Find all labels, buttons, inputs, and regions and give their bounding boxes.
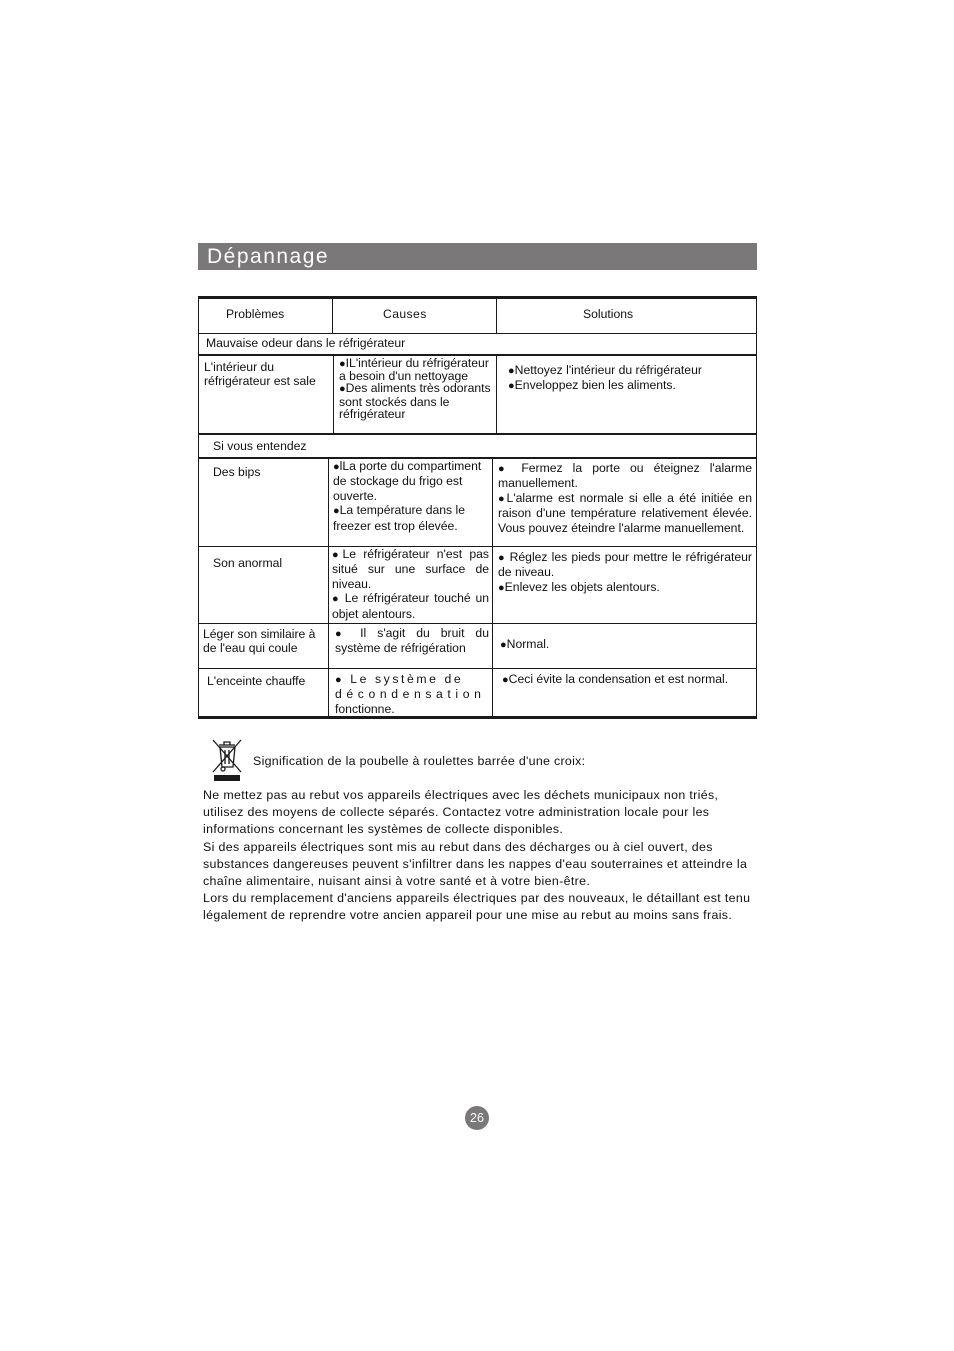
weee-paragraph: Ne mettez pas au rebut vos appareils électriques avec les déchets municipaux non triés, utilisez des moyens de collecte séparés. Contactez votre administration locale pour les informations concernant les systèmes de collecte disponibles. xyxy=(203,788,719,837)
solution-list xyxy=(498,461,752,535)
header-problems: Problèmes xyxy=(226,307,285,321)
solution-text: Normal. xyxy=(506,637,550,651)
problem-abnormal-sound: Son anormal xyxy=(213,556,283,570)
troubleshooting-table xyxy=(198,296,757,719)
crossed-out-wheelie-bin-icon xyxy=(211,738,243,782)
page-number: 26 xyxy=(465,1106,489,1130)
cause-text: La température dans le freezer est trop élevée. xyxy=(333,503,465,533)
bullet-icon xyxy=(498,461,511,475)
cause-list xyxy=(335,672,489,716)
problem-beeps: Des bips xyxy=(213,465,261,479)
section-if-you-hear: Si vous entendez xyxy=(213,439,307,453)
row-rule xyxy=(198,333,757,334)
table-right-rule xyxy=(756,296,757,719)
bullet-icon xyxy=(339,356,346,370)
cause-text: décondensation xyxy=(335,687,486,702)
cause-text: lLa porte du compartiment de stockage du frigo est ouverte. xyxy=(333,459,482,503)
bullet-icon xyxy=(502,672,509,686)
solution-list xyxy=(498,550,752,595)
solution-text: Enveloppez bien les aliments. xyxy=(514,378,676,393)
bullet-icon xyxy=(332,591,340,605)
table-top-rule xyxy=(198,296,757,299)
weee-paragraph: Si des appareils électriques sont mis au rebut dans des décharges ou à ciel ouvert, des substances dangereuses peuvent s'infiltrer dans les nappes d'eau souterraines et atteindre la chaîne alimentaire, nuisant ainsi à votre santé et à votre bien-être. xyxy=(203,839,748,889)
problem-enclosure-heats: L'enceinte chauffe xyxy=(207,674,306,688)
solution-list xyxy=(500,637,752,652)
solution-list xyxy=(502,672,754,687)
solution-text: Nettoyez l'intérieur du réfrigérateur xyxy=(514,363,702,377)
bullet-icon xyxy=(498,491,507,505)
weee-caption: Signification de la poubelle à roulettes barrée d'une croix: xyxy=(253,754,586,768)
weee-paragraph: Lors du remplacement d'anciens appareils électriques par des nouveaux, le détaillant est tenu légalement de reprendre votre ancien appareil pour une mise au rebut au moins sans frais. xyxy=(203,891,751,923)
problem-water-sound: Léger son similaire à de l'eau qui coule xyxy=(203,627,316,656)
bullet-icon xyxy=(508,378,515,392)
bullet-icon xyxy=(508,363,515,377)
bullet-icon xyxy=(333,459,340,473)
cause-text: Le système de xyxy=(344,672,464,686)
solution-text: Fermez la porte ou éteignez l'alarme manuellement. xyxy=(498,461,752,491)
solution-text: Réglez les pieds pour mettre le réfrigérateur de niveau. xyxy=(498,550,752,580)
solution-list xyxy=(508,363,754,394)
cause-text: IL'intérieur du réfrigérateur a besoin d'un nettoyage xyxy=(339,356,489,384)
cause-list xyxy=(332,547,489,621)
col-rule xyxy=(496,356,497,433)
cause-text: Le réfrigérateur n'est pas situé sur une surface de niveau. xyxy=(332,547,489,591)
header-causes: Causes xyxy=(383,307,427,321)
table-bottom-rule xyxy=(198,716,757,719)
cause-text: Il s'agit du bruit du système de réfrigération xyxy=(335,626,489,656)
section-bad-smell: Mauvaise odeur dans le réfrigérateur xyxy=(206,336,406,350)
cause-list xyxy=(335,626,489,656)
solution-text: Ceci évite la condensation et est normal. xyxy=(508,672,729,686)
section-title-bar xyxy=(198,243,757,270)
bullet-icon xyxy=(498,580,505,594)
page-title: Dépannage xyxy=(207,245,330,268)
problem-dirty-interior: L'intérieur du réfrigérateur est sale xyxy=(204,360,316,389)
cause-list xyxy=(339,357,493,420)
bullet-icon xyxy=(335,672,344,686)
bullet-icon xyxy=(335,626,349,640)
bullet-icon xyxy=(333,503,340,517)
row-rule xyxy=(198,433,757,435)
cause-text: fonctionne. xyxy=(335,701,395,716)
header-solutions: Solutions xyxy=(583,307,634,321)
row-rule xyxy=(198,623,757,624)
col-rule xyxy=(328,459,329,716)
solution-text: Enlevez les objets alentours. xyxy=(504,579,660,594)
cause-list xyxy=(333,459,489,533)
cause-text: Des aliments très odorants sont stockés dans le réfrigérateur xyxy=(339,381,491,421)
bullet-icon xyxy=(500,637,507,651)
col-rule xyxy=(332,296,333,333)
table-left-rule xyxy=(198,296,199,719)
col-rule xyxy=(333,356,334,433)
col-rule xyxy=(496,296,497,333)
solution-text: L'alarme est normale si elle a été initiée en raison d'une température relativement élevée. Vous pouvez éteindre l'alarme manuellement. xyxy=(498,490,752,535)
weee-body xyxy=(203,787,761,925)
row-rule xyxy=(198,668,757,669)
cause-text: Le réfrigérateur touché un objet alentours. xyxy=(332,591,489,621)
col-rule xyxy=(492,459,493,716)
bullet-icon xyxy=(332,547,342,561)
bullet-icon xyxy=(339,381,346,395)
